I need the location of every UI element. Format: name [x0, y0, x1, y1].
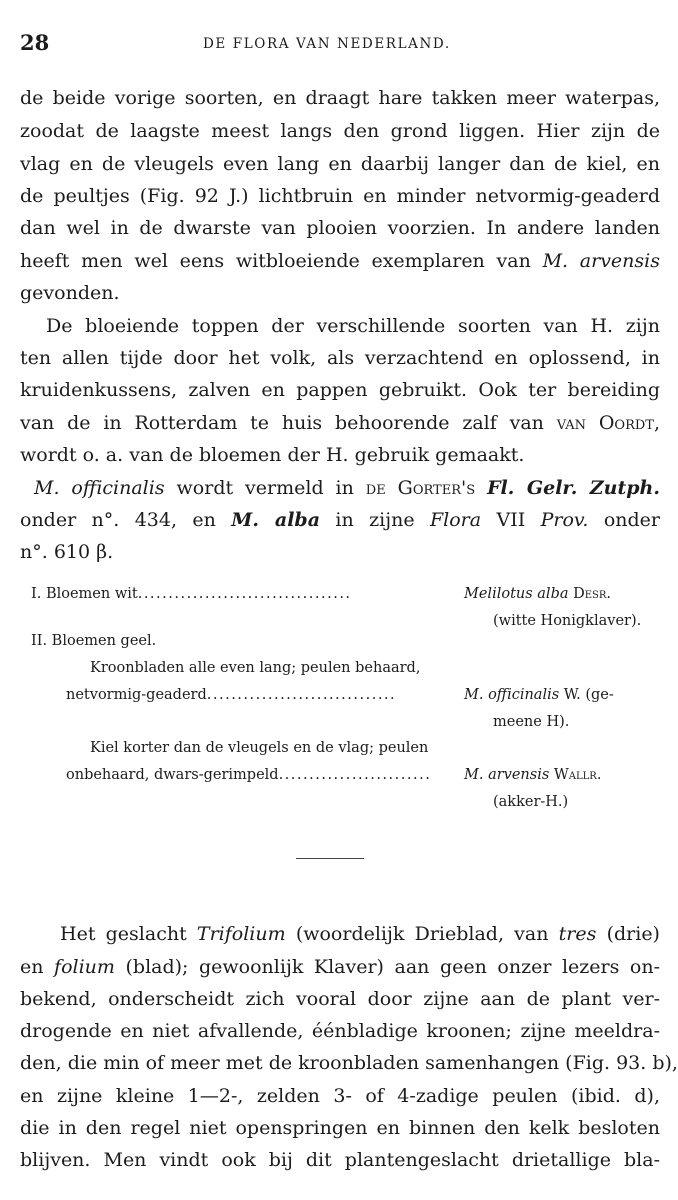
book-title: Prov. [540, 509, 589, 531]
text-line: drogende en niet afvallende, éénbladige kroonen; zijne meeldra- [20, 1020, 660, 1042]
author-name: Desr. [573, 586, 612, 602]
text-line: zoodat de laagste meest langs den grond liggen. Hier zijn de [20, 120, 660, 142]
text-fragment: Het geslacht [60, 923, 187, 945]
author-name: Wallr. [553, 767, 602, 783]
key-result [464, 765, 601, 785]
text-fragment: in zijne [335, 509, 415, 531]
text-line: de beide vorige soorten, en draagt hare takken meer waterpas, [20, 87, 660, 109]
text-line [20, 411, 660, 435]
text-line: blijven. Men vindt ook bij dit plantengeslacht drietallige bla- [20, 1149, 660, 1171]
text-line: en zijne kleine 1—2-, zelden 3- of 4-zadige peulen (ibid. d), [20, 1085, 660, 1107]
species-name: M. arvensis [542, 250, 660, 272]
key-text: Kiel korter dan de vleugels en de vlag; peulen [90, 740, 429, 756]
text-line [20, 249, 660, 273]
page-number: 28 [20, 30, 50, 55]
key-result [464, 584, 611, 604]
running-title: DE FLORA VAN NEDERLAND. [203, 36, 451, 52]
text-fragment: van de in Rotterdam te huis behoorende zalf van [20, 412, 544, 434]
key-label: I. Bloemen wit [31, 586, 138, 602]
common-name: (akker-H.) [493, 794, 569, 810]
key-label: II. Bloemen geel. [31, 633, 157, 649]
text-line: bekend, onderscheidt zich vooral door zijne aan de plant ver- [20, 988, 660, 1010]
text-fragment: (drie) [606, 923, 660, 945]
book-title: Fl. Gelr. Zutph. [487, 477, 660, 499]
text-fragment: onder [603, 509, 660, 531]
person-name: van Oordt, [556, 412, 660, 434]
species-name: M. officinalis [464, 687, 560, 703]
common-name: (witte Honigklaver). [493, 613, 642, 629]
key-leader-dots: ......................... [278, 767, 432, 783]
key-result [464, 685, 614, 705]
text-fragment: (blad); gewoonlijk Klaver) aan geen onzer lezers on- [125, 956, 661, 978]
text-line: wordt o. a. van de bloemen der H. gebruik gemaakt. [20, 444, 525, 466]
key-text: Kroonbladen alle even lang; peulen behaard, [90, 660, 421, 676]
species-name: Melilotus alba [464, 586, 569, 602]
text-fragment: wordt vermeld in [176, 477, 354, 499]
species-name: M. alba [231, 509, 321, 531]
species-name: M. officinalis [34, 477, 165, 499]
text-fragment: (woordelijk Drieblad, van [295, 923, 549, 945]
section-divider [296, 858, 364, 859]
key-entry [31, 584, 352, 604]
text-fragment: en [20, 956, 44, 978]
key-entry [66, 765, 431, 785]
species-name: M. arvensis [464, 767, 550, 783]
text-line: kruidenkussens, zalven en pappen gebruikt. Ook ter bereiding [20, 379, 660, 401]
text-line: dan wel in de dwarste van plooien voorzien. In andere landen [20, 217, 660, 239]
author-name: W. (ge- [563, 687, 614, 703]
latin-word: tres [558, 923, 597, 945]
key-leader-dots: ................................... [137, 586, 352, 602]
book-title: Flora [429, 509, 482, 531]
text-fragment: heeft men wel eens witbloeiende exemplaren van [20, 250, 531, 272]
text-line: ten allen tijde door het volk, als verzachtend en oplossend, in [20, 347, 660, 369]
text-line: De bloeiende toppen der verschillende soorten van H. zijn [46, 315, 660, 337]
text-line [20, 508, 660, 532]
key-leader-dots: ............................... [206, 687, 397, 703]
text-line [34, 476, 660, 500]
text-line [60, 922, 660, 946]
text-line: n°. 610 β. [20, 541, 114, 563]
genus-name: Trifolium [196, 923, 286, 945]
text-line: de peultjes (Fig. 92 J.) lichtbruin en minder netvormig-geaderd [20, 185, 660, 207]
text-line: vlag en de vleugels even lang en daarbij langer dan de kiel, en [20, 153, 660, 175]
text-line: gevonden. [20, 282, 120, 304]
text-fragment: onder n°. 434, en [20, 509, 216, 531]
key-label: netvormig-geaderd [66, 687, 207, 703]
person-name: de Gorter's [365, 477, 476, 499]
text-line: den, die min of meer met de kroonbladen samenhangen (Fig. 93. b), [20, 1052, 678, 1074]
latin-word: folium [54, 956, 115, 978]
text-line: die in den regel niet openspringen en binnen den kelk besloten [20, 1117, 660, 1139]
text-line [20, 955, 660, 979]
key-entry [66, 685, 396, 705]
text-fragment: VII [496, 509, 526, 531]
common-name: meene H). [493, 714, 570, 730]
key-label: onbehaard, dwars-gerimpeld [66, 767, 279, 783]
